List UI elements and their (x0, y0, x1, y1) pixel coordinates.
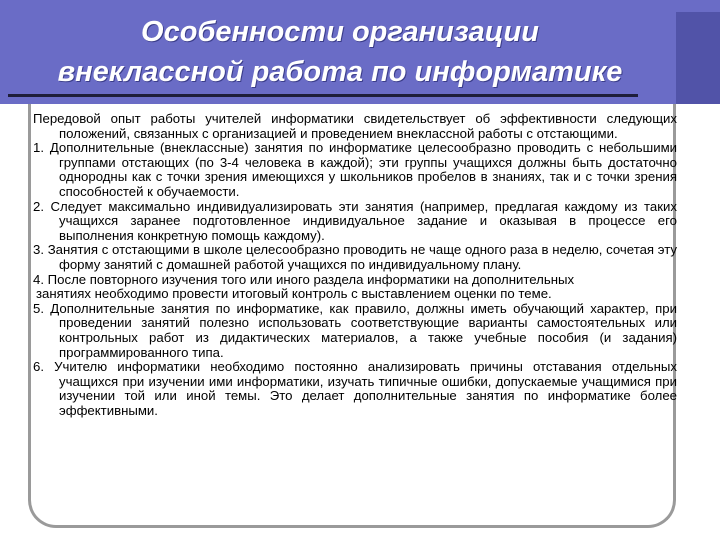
slide-title-line-2: внеклассной работа по информатике (57, 56, 623, 88)
point-2: 2. Следует максимально индивидуализировать эти занятия (например, предлагая каждому из таких учащихся заранее подготовленное индивидуальное задание и оказывая в процессе его выполнения конкретную помощь каждому). (33, 198, 677, 243)
point-4: 4. После повторного изучения того или иного раздела информатики на дополнительных (33, 271, 575, 287)
point-6: 6. Учителю информатики необходимо постоянно анализировать причины отставания отдельных учащихся при изучении ими информатики, изучать типичные ошибки, допускаемые учащимися при изучении той или иной темы. Это делает дополнительные занятия по информатике более эффективными. (33, 359, 677, 418)
slide-title-line-1: Особенности организации (141, 16, 539, 48)
point-5: 5. Дополнительные занятия по информатике, как правило, должны иметь обучающий характер, при проведении занятий полезно использовать соответствующие варианты самостоятельных или контрольных работ из дидактических материалов, а также учебные пособия (и задания) программированного типа. (33, 300, 677, 360)
point-3: 3. Занятия с отстающими в школе целесообразно проводить не чаще одного раза в неделю, сочетая эту форму занятий с домашней работой учащихся по индивидуальному плану. (33, 242, 677, 272)
intro-paragraph: Передовой опыт работы учителей информатики свидетельствует об эффективности следующих положений, связанных с организацией и проведением внеклассной работы с отстающими. (33, 111, 677, 141)
slide-title (0, 12, 680, 92)
title-band-tab (676, 12, 720, 104)
title-underline (8, 94, 638, 97)
slide-body (33, 112, 677, 418)
point-4-continuation: занятиях необходимо провести итоговый контроль с выставлением оценки по теме. (36, 286, 552, 302)
point-1: 1. Дополнительные (внеклассные) занятия по информатике целесообразно проводить с небольшими группами отстающих (по 3-4 человека в каждой); эти группы учащихся должны быть достаточно однородны как с точки зрения имеющихся у школьников пробелов в знаниях, так и с точки зрения способностей к обучаемости. (33, 140, 677, 199)
